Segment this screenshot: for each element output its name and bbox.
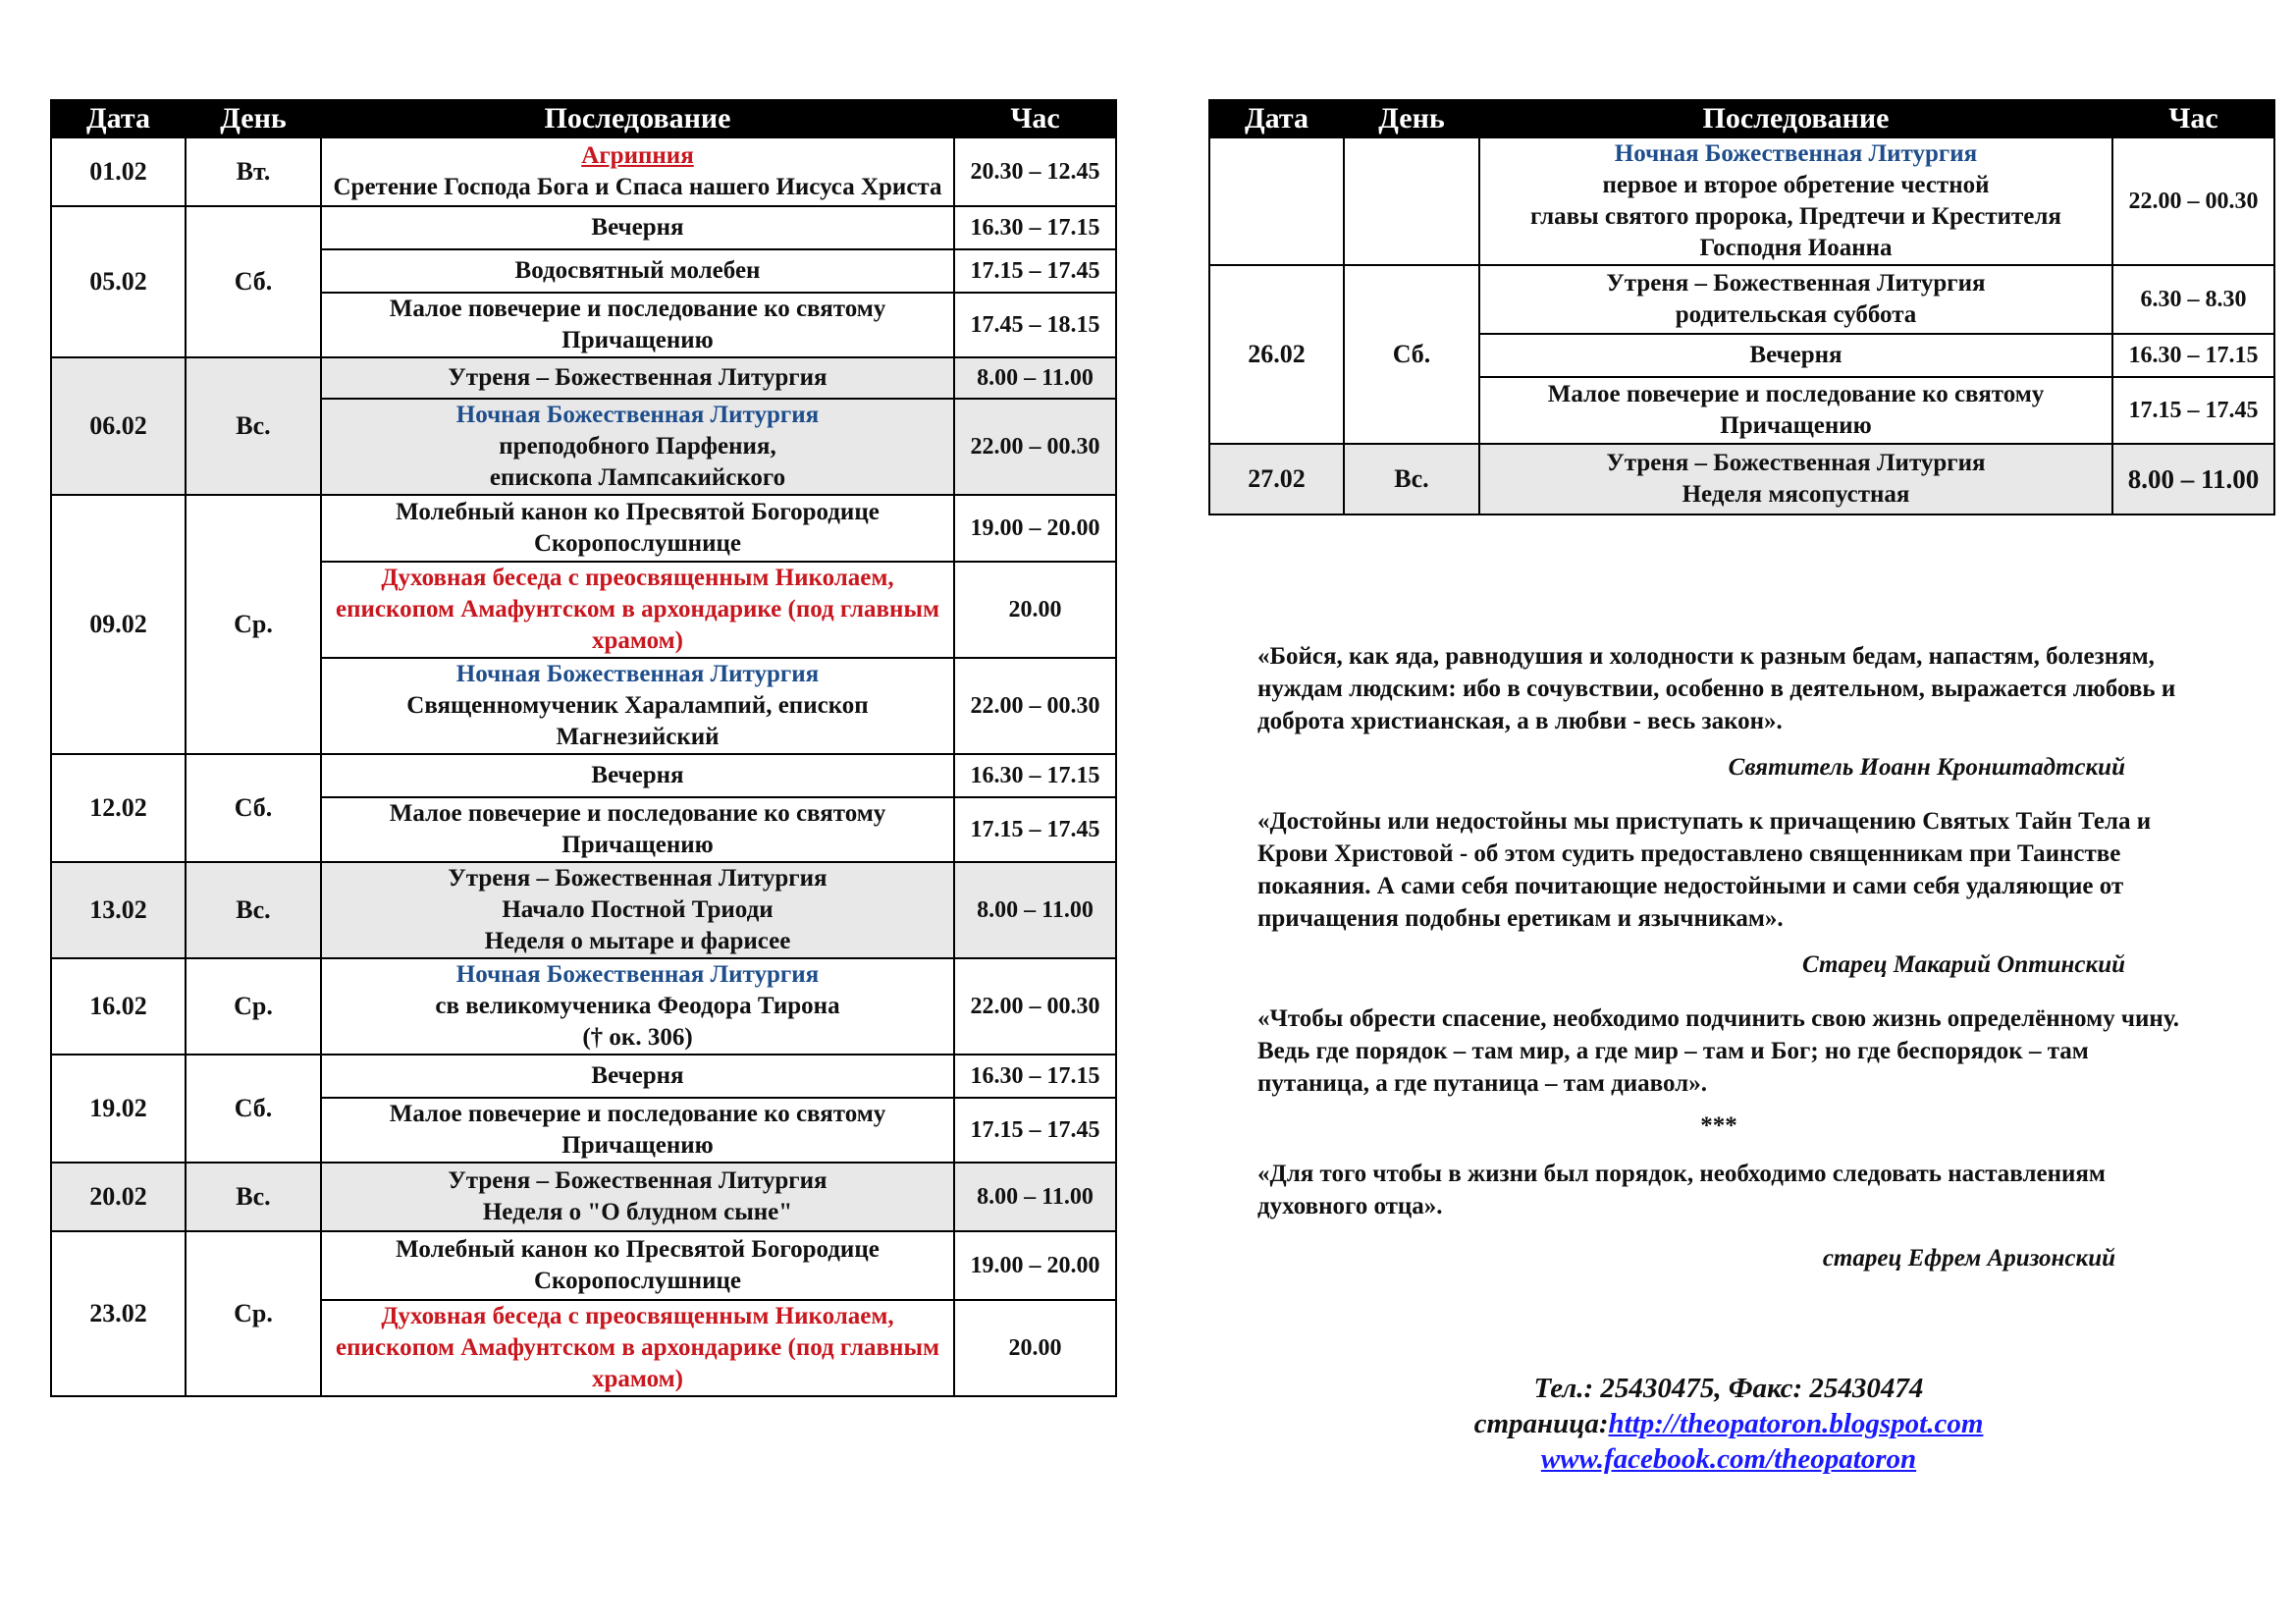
quote-text: «Для того чтобы в жизни был порядок, необходимо следовать наставлениям духовного отца». [1257,1161,2106,1219]
schedule-body-left [51,137,1116,1396]
time-cell: 19.00 – 20.00 [954,495,1116,562]
service-line: Молебный канон ко Пресвятой Богородице Скоропослушнице [396,1236,880,1294]
time-cell: 17.45 – 18.15 [954,293,1116,357]
time-cell: 17.15 – 17.45 [954,797,1116,862]
phone-line: Тел.: 25430475, Факс: 25430474 [1533,1373,1924,1404]
table-row [51,862,1116,958]
day-cell: Ср. [186,495,321,754]
time-cell: 6.30 – 8.30 [2112,265,2274,334]
service-cell [321,357,954,399]
day-cell: Ср. [186,958,321,1055]
table-row [51,357,1116,399]
service-line: Вечерня [591,762,684,788]
day-cell: Сб. [186,206,321,357]
service-line: родительская суббота [1675,301,1917,328]
blog-link[interactable]: http://theopatoron.blogspot.com [1608,1408,1984,1439]
date-cell: 13.02 [51,862,186,958]
service-line: († ок. 306) [582,1024,693,1051]
day-cell [1344,137,1479,265]
schedule-table-left [50,99,1117,1397]
service-line: Малое повечерие и последование ко святому Причащению [389,296,886,353]
service-cell [1479,444,2112,514]
time-cell: 16.30 – 17.15 [2112,334,2274,377]
time-cell: 8.00 – 11.00 [954,357,1116,399]
service-line: Неделя о "О блудном сыне" [482,1199,793,1225]
service-cell [1479,265,2112,334]
service-cell [321,958,954,1055]
date-cell: 19.02 [51,1055,186,1163]
table-row [1209,137,2274,265]
contacts-block [1257,1371,2200,1477]
schedule-table-right [1208,99,2275,515]
service-line: Духовная беседа с преосвященным Николаем, епископом Амафунтском в архондарике (под главным храмом) [336,565,939,654]
service-cell [321,1300,954,1396]
service-line: Ночная Божественная Литургия [1614,140,1978,167]
date-cell: 09.02 [51,495,186,754]
table-row [51,137,1116,206]
service-line: Утреня – Божественная Литургия [448,1167,828,1194]
table-row [51,754,1116,797]
service-line: Агрипния [581,142,694,169]
service-cell [321,1055,954,1098]
quote-author: старец Ефрем Аризонский [1822,1245,2115,1272]
service-line: Вечерня [1749,342,1842,368]
service-cell [321,862,954,958]
service-line: главы святого пророка, Предтечи и Крестителя Господня Иоанна [1530,203,2061,261]
service-line: Ночная Божественная Литургия [455,402,820,428]
day-cell: Сб. [186,754,321,862]
service-line: преподобного Парфения, [499,433,776,460]
time-cell: 16.30 – 17.15 [954,754,1116,797]
time-cell: 22.00 – 00.30 [2112,137,2274,265]
service-cell [321,495,954,562]
time-cell: 8.00 – 11.00 [954,1163,1116,1231]
table-row [51,206,1116,249]
date-cell: 23.02 [51,1231,186,1396]
day-cell: Вс. [186,862,321,958]
service-cell [1479,334,2112,377]
service-line: первое и второе обретение честной [1602,172,1990,198]
facebook-link[interactable]: www.facebook.com/theopatoron [1540,1443,1917,1475]
day-cell: Вс. [1344,444,1479,514]
service-line: Ночная Божественная Литургия [455,661,820,687]
service-cell [321,1163,954,1231]
service-line: Утреня – Божественная Литургия [1606,450,1986,476]
date-cell: 01.02 [51,137,186,206]
day-cell: Вс. [186,1163,321,1231]
day-cell: Вт. [186,137,321,206]
facebook-line [1257,1441,2200,1477]
service-line: Сретение Господа Бога и Спаса нашего Иисуса Христа [333,174,942,200]
date-cell: 12.02 [51,754,186,862]
time-cell: 8.00 – 11.00 [2112,444,2274,514]
header-date: Дата [51,100,186,137]
day-cell: Ср. [186,1231,321,1396]
service-line: св великомученика Феодора Тирона [435,993,840,1019]
service-line: Неделя мясопустная [1682,481,1910,508]
date-cell: 16.02 [51,958,186,1055]
service-line: Утреня – Божественная Литургия [448,364,828,391]
page-bottom-margin [0,1507,2296,1624]
time-cell: 22.00 – 00.30 [954,958,1116,1055]
quotes-section [1257,640,2180,1296]
quote-author: Старец Макарий Оптинский [1802,951,2125,978]
table-row [51,1163,1116,1231]
table-row [51,495,1116,562]
service-line: Вечерня [591,214,684,241]
quote-author: Святитель Иоанн Кронштадтский [1728,754,2125,781]
service-cell [321,137,954,206]
date-cell [1209,137,1344,265]
service-line: Водосвятный молебен [514,257,761,284]
service-line: Утреня – Божественная Литургия [1606,270,1986,297]
table-header [51,100,1116,137]
day-cell: Сб. [186,1055,321,1163]
time-cell: 17.15 – 17.45 [2112,377,2274,444]
header-day: День [186,100,321,137]
time-cell: 20.30 – 12.45 [954,137,1116,206]
header-service: Последование [321,100,954,137]
service-line: Начало Постной Триоди [502,896,774,923]
service-cell [321,399,954,495]
separator: *** [1700,1112,1737,1139]
table-row [1209,265,2274,334]
service-line: Малое повечерие и последование ко святому Причащению [389,1101,886,1159]
service-cell [1479,377,2112,444]
service-line: Вечерня [591,1062,684,1089]
service-cell [321,293,954,357]
day-cell: Вс. [186,357,321,495]
service-cell [321,658,954,754]
date-cell: 20.02 [51,1163,186,1231]
service-cell [321,1231,954,1300]
service-line: епископа Лампсакийского [489,464,786,491]
table-row [51,1231,1116,1300]
service-cell [321,249,954,293]
time-cell: 19.00 – 20.00 [954,1231,1116,1300]
time-cell: 22.00 – 00.30 [954,658,1116,754]
quote-text: «Чтобы обрести спасение, необходимо подчинить свою жизнь определённому чину. Ведь где порядок – там мир, а где мир – там и Бог; но где беспорядок – там путаница, а где путаница – там диавол». [1257,1005,2180,1097]
date-cell: 27.02 [1209,444,1344,514]
table-row [51,1055,1116,1098]
service-line: Духовная беседа с преосвященным Николаем, епископом Амафунтском в архондарике (под главным храмом) [336,1303,939,1392]
header-time: Час [2112,100,2274,137]
service-line: Священномученик Харалампий, епископ Магнезийский [406,692,869,750]
time-cell: 20.00 [954,562,1116,658]
header-day: День [1344,100,1479,137]
time-cell: 17.15 – 17.45 [954,1098,1116,1163]
service-cell [321,206,954,249]
service-cell [321,754,954,797]
time-cell: 8.00 – 11.00 [954,862,1116,958]
service-line: Малое повечерие и последование ко святому Причащению [1547,381,2045,439]
table-row [1209,444,2274,514]
date-cell: 05.02 [51,206,186,357]
service-line: Утреня – Божественная Литургия [448,865,828,892]
time-cell: 16.30 – 17.15 [954,206,1116,249]
page-line [1257,1406,2200,1441]
table-header [1209,100,2274,137]
time-cell: 22.00 – 00.30 [954,399,1116,495]
service-cell [321,1098,954,1163]
date-cell: 26.02 [1209,265,1344,444]
service-line: Молебный канон ко Пресвятой Богородице Скоропослушнице [396,499,880,557]
service-line: Малое повечерие и последование ко святому Причащению [389,800,886,858]
quote-text: «Достойны или недостойны мы приступать к причащению Святых Тайн Тела и Крови Христовой - об этом судить предоставлено священникам при Таинстве покаяния. А сами себя почитающие недостойными и сами себя удаляющие от причащения подобны еретикам и язычникам». [1257,808,2152,932]
service-cell [321,562,954,658]
day-cell: Сб. [1344,265,1479,444]
service-cell [1479,137,2112,265]
header-date: Дата [1209,100,1344,137]
date-cell: 06.02 [51,357,186,495]
quote-text: «Бойся, как яда, равнодушия и холодности к разным бедам, напастям, болезням, нуждам людским: ибо в сочувствии, особенно в деятельном, выражается любовь и доброта христианская, а в любви - весь закон». [1257,643,2176,734]
service-cell [321,797,954,862]
header-time: Час [954,100,1116,137]
service-line: Ночная Божественная Литургия [455,961,820,988]
header-service: Последование [1479,100,2112,137]
time-cell: 17.15 – 17.45 [954,249,1116,293]
time-cell: 16.30 – 17.15 [954,1055,1116,1098]
table-row [51,958,1116,1055]
service-line: Неделя о мытаре и фарисее [484,928,791,954]
schedule-body-right [1209,137,2274,514]
page-label: страница: [1473,1408,1609,1439]
time-cell: 20.00 [954,1300,1116,1396]
